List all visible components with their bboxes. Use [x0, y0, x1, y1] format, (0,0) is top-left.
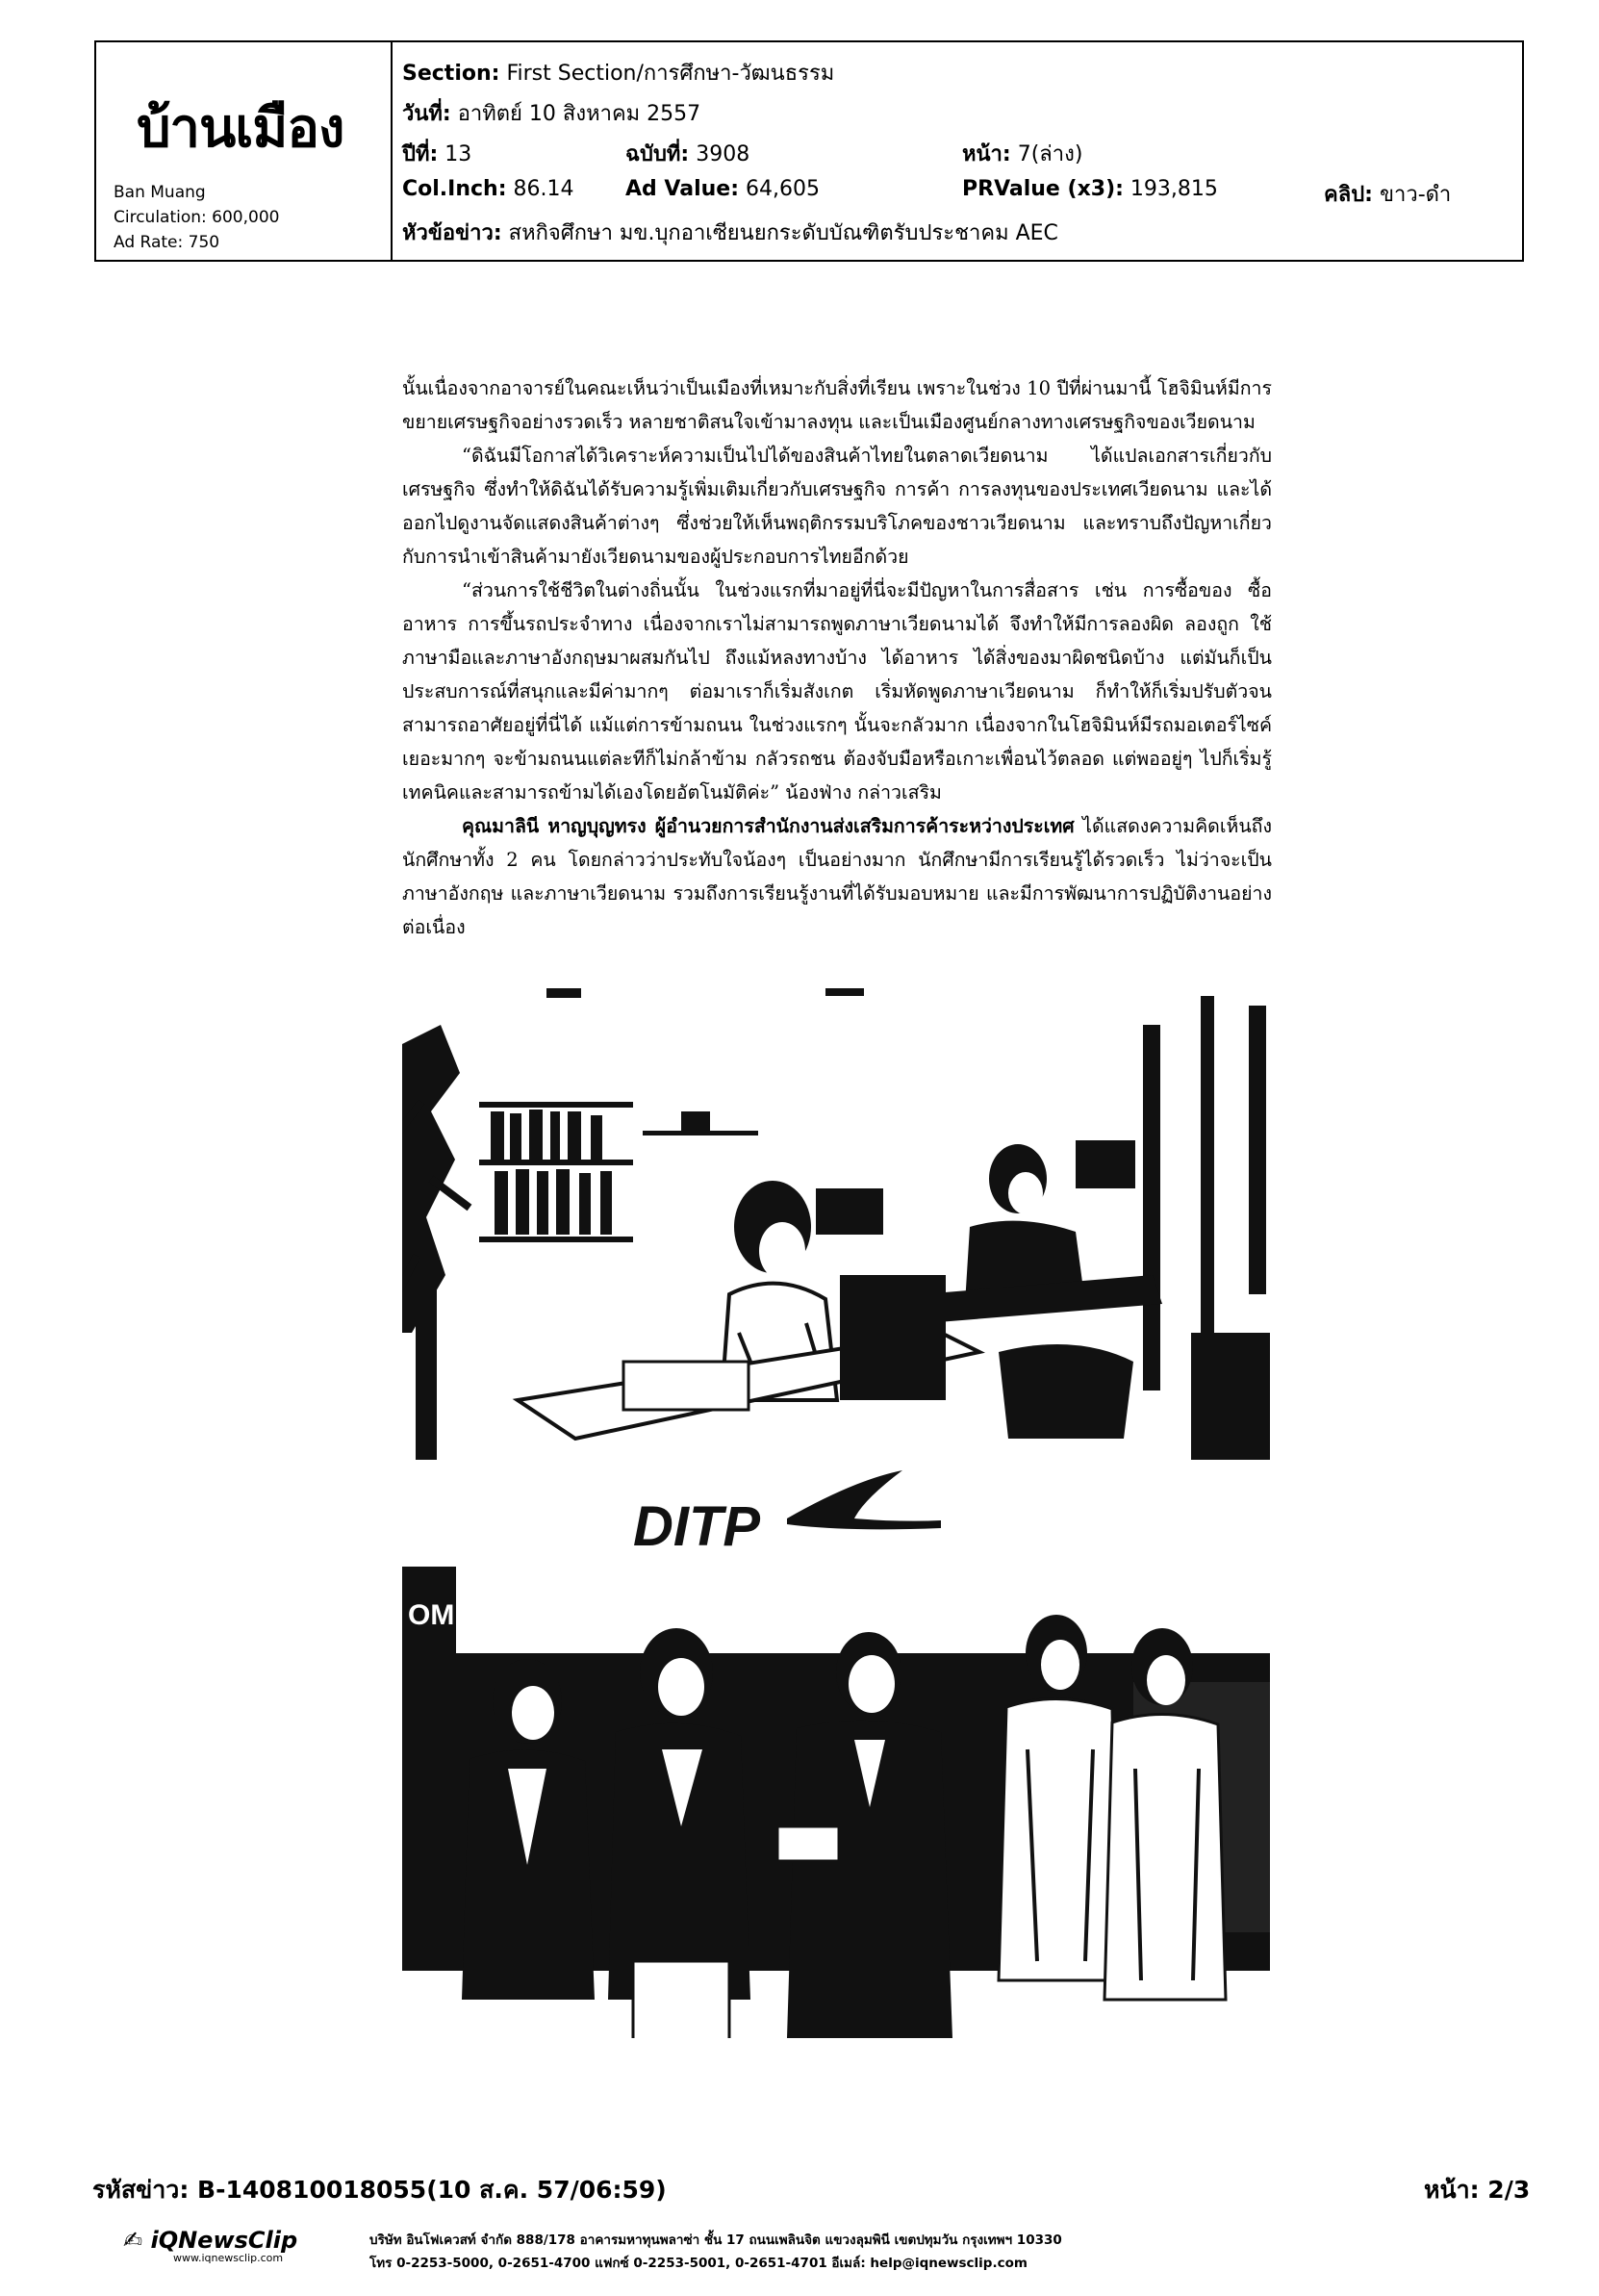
section-row [402, 56, 834, 89]
page-label: หน้า: [962, 142, 1011, 166]
iqnewsclip-logo [123, 2227, 297, 2264]
year-value: 13 [438, 142, 472, 166]
clip-label: คลิป: [1324, 183, 1373, 207]
colinch-label: Col.Inch: [402, 177, 507, 201]
clip-value: ขาว-ดำ [1372, 183, 1452, 207]
prvalue-label: PRValue (x3): [962, 177, 1124, 201]
office-photo-graphic [402, 986, 1270, 1460]
news-id: รหัสข่าว: B-140810018055(10 ส.ค. 57/06:59) [92, 2176, 667, 2204]
company-address: บริษัท อินโฟเควสท์ จำกัด 888/178 อาคารมหาทุนพลาซ่า ชั้น 17 ถนนเพลินจิต แขวงลุมพินี เขตปทุมวัน กรุงเทพฯ 10330 [369, 2232, 1062, 2248]
logo-mark-icon: ✍ [123, 2227, 151, 2254]
year-issue-row [402, 137, 1083, 170]
value-row [402, 177, 1452, 207]
director-name: คุณมาลินี หาญบุญทรง ผู้อำนวยการสำนักงานส่งเสริมการค้าระหว่างประเทศ [462, 815, 1075, 837]
headline-label: หัวข้อข่าว: [402, 221, 502, 245]
headline-value: สหกิจศึกษา มข.บุกอาเซียนยกระดับบัณฑิตรับประชาคม AEC [501, 221, 1058, 245]
paragraph-4 [402, 809, 1272, 944]
group-photo [402, 1461, 1270, 2086]
circulation: Circulation: 600,000 [114, 208, 280, 227]
advalue-value: 64,605 [739, 177, 821, 201]
headline-row [402, 216, 1058, 249]
company-info [369, 2229, 1062, 2275]
newspaper-logo: บ้านเมือง [137, 97, 344, 160]
paragraph-1: นั้นเนื่องจากอาจารย์ในคณะเห็นว่าเป็นเมืองที่เหมาะกับสิ่งที่เรียน เพราะในช่วง 10 ปีที่ผ่านมานี้ โฮจิมินห์มีการขยายเศรษฐกิจอย่างรวดเร็ว หลายชาติสนใจเข้ามาลงทุน และเป็นเมืองศูนย์กลางทางเศรษฐกิจของเวียดนาม [402, 377, 1272, 433]
company-contact: โทร 0-2253-5000, 0-2651-4700 แฟกซ์ 0-2253-5001, 0-2651-4701 อีเมล์: help@iqnewsclip.com [369, 2256, 1028, 2271]
logo-url: www.iqnewsclip.com [173, 2252, 284, 2264]
logo-text: iQNewsClip [150, 2227, 298, 2254]
prvalue-value: 193,815 [1123, 177, 1218, 201]
date-label: วันที่: [402, 102, 451, 126]
issue-label: ฉบับที่: [625, 142, 690, 166]
issue-value: 3908 [689, 142, 750, 166]
ditp-sign-text: DITP [633, 1495, 761, 1558]
office-photo [402, 986, 1270, 1460]
paragraph-3: “ส่วนการใช้ชีวิตในต่างถิ่นนั้น ในช่วงแรกที่มาอยู่ที่นี่จะมีปัญหาในการสื่อสาร เช่น การซื้อของ ซื้ออาหาร การขึ้นรถประจำทาง เนื่องจากเราไม่สามารถพูดภาษาเวียดนามได้ จึงทำให้มีการลองผิด ลองถูก ใช้ภาษามือและภาษาอังกฤษมาผสมกันไป ถึงแม้หลงทางบ้าง ได้อาหาร ได้สิ่งของมาผิดชนิดบ้าง แต่มันก็เป็นประสบการณ์ที่สนุกและมีค่ามากๆ ต่อมาเราก็เริ่มสังเกต เริ่มหัดพูดภาษาเวียดนาม ก็ทำให้ก็เริ่มปรับตัวจนสามารถอาศัยอยู่ที่นี่ได้ แม้แต่การข้ามถนน ในช่วงแรกๆ นั้นจะกลัวมาก เนื่องจากในโฮจิมินห์มีรถมอเตอร์ไซค์เยอะมากๆ จะข้ามถนนแต่ละทีก็ไม่กล้าข้าม กลัวรถชน ต้องจับมือหรือเกาะเพื่อนไว้ตลอด แต่พออยู่ๆ ไปก็เริ่มรู้เทคนิคและสามารถข้ามได้เองโดยอัตโนมัติค่ะ” น้องฟ่าง กล่าวเสริม [402, 579, 1272, 804]
publication-box [96, 42, 393, 260]
banner-text: OM [408, 1599, 455, 1631]
article-body [402, 371, 1272, 944]
section-value: First Section/การศึกษา-วัฒนธรรม [499, 62, 835, 86]
date-row [402, 96, 700, 130]
page-value: 7(ล่าง) [1010, 142, 1083, 166]
page-number: หน้า: 2/3 [1424, 2176, 1531, 2204]
section-label: Section: [402, 62, 500, 86]
paragraph-2: “ดิฉันมีโอกาสได้วิเคราะห์ความเป็นไปได้ของสินค้าไทยในตลาดเวียดนาม ได้แปลเอกสารเกี่ยวกับเศรษฐกิจ ซึ่งทำให้ดิฉันได้รับความรู้เพิ่มเติมเกี่ยวกับเศรษฐกิจ การค้า การลงทุนของประเทศเวียดนาม และได้ออกไปดูงานจัดแสดงสินค้าต่างๆ ซึ่งช่วยให้เห็นพฤติกรรมบริโภคของชาวเวียดนาม และทราบถึงปัญหาเกี่ยวกับการนำเข้าสินค้ามายังเวียดนามของผู้ประกอบการไทยอีกด้วย [402, 445, 1272, 568]
clip-metadata [402, 42, 1522, 260]
date-value: อาทิตย์ 10 สิงหาคม 2557 [450, 102, 701, 126]
colinch-value: 86.14 [506, 177, 574, 201]
publication-name: Ban Muang [114, 183, 206, 202]
clipping-header [94, 40, 1524, 262]
advalue-label: Ad Value: [625, 177, 740, 201]
ad-rate: Ad Rate: 750 [114, 233, 220, 252]
group-photo-graphic [402, 1461, 1270, 2086]
paragraph-4-text: ได้แสดงความคิดเห็นถึงนักศึกษาทั้ง 2 คน โดยกล่าวว่าประทับใจน้องๆ เป็นอย่างมาก นักศึกษามีการเรียนรู้ได้รวดเร็ว ไม่ว่าจะเป็นภาษาอังกฤษ และภาษาเวียดนาม รวมถึงการเรียนรู้งานที่ได้รับมอบหมาย และมีการพัฒนาการปฏิบัติงานอย่างต่อเนื่อง [402, 815, 1272, 938]
year-label: ปีที่: [402, 142, 439, 166]
